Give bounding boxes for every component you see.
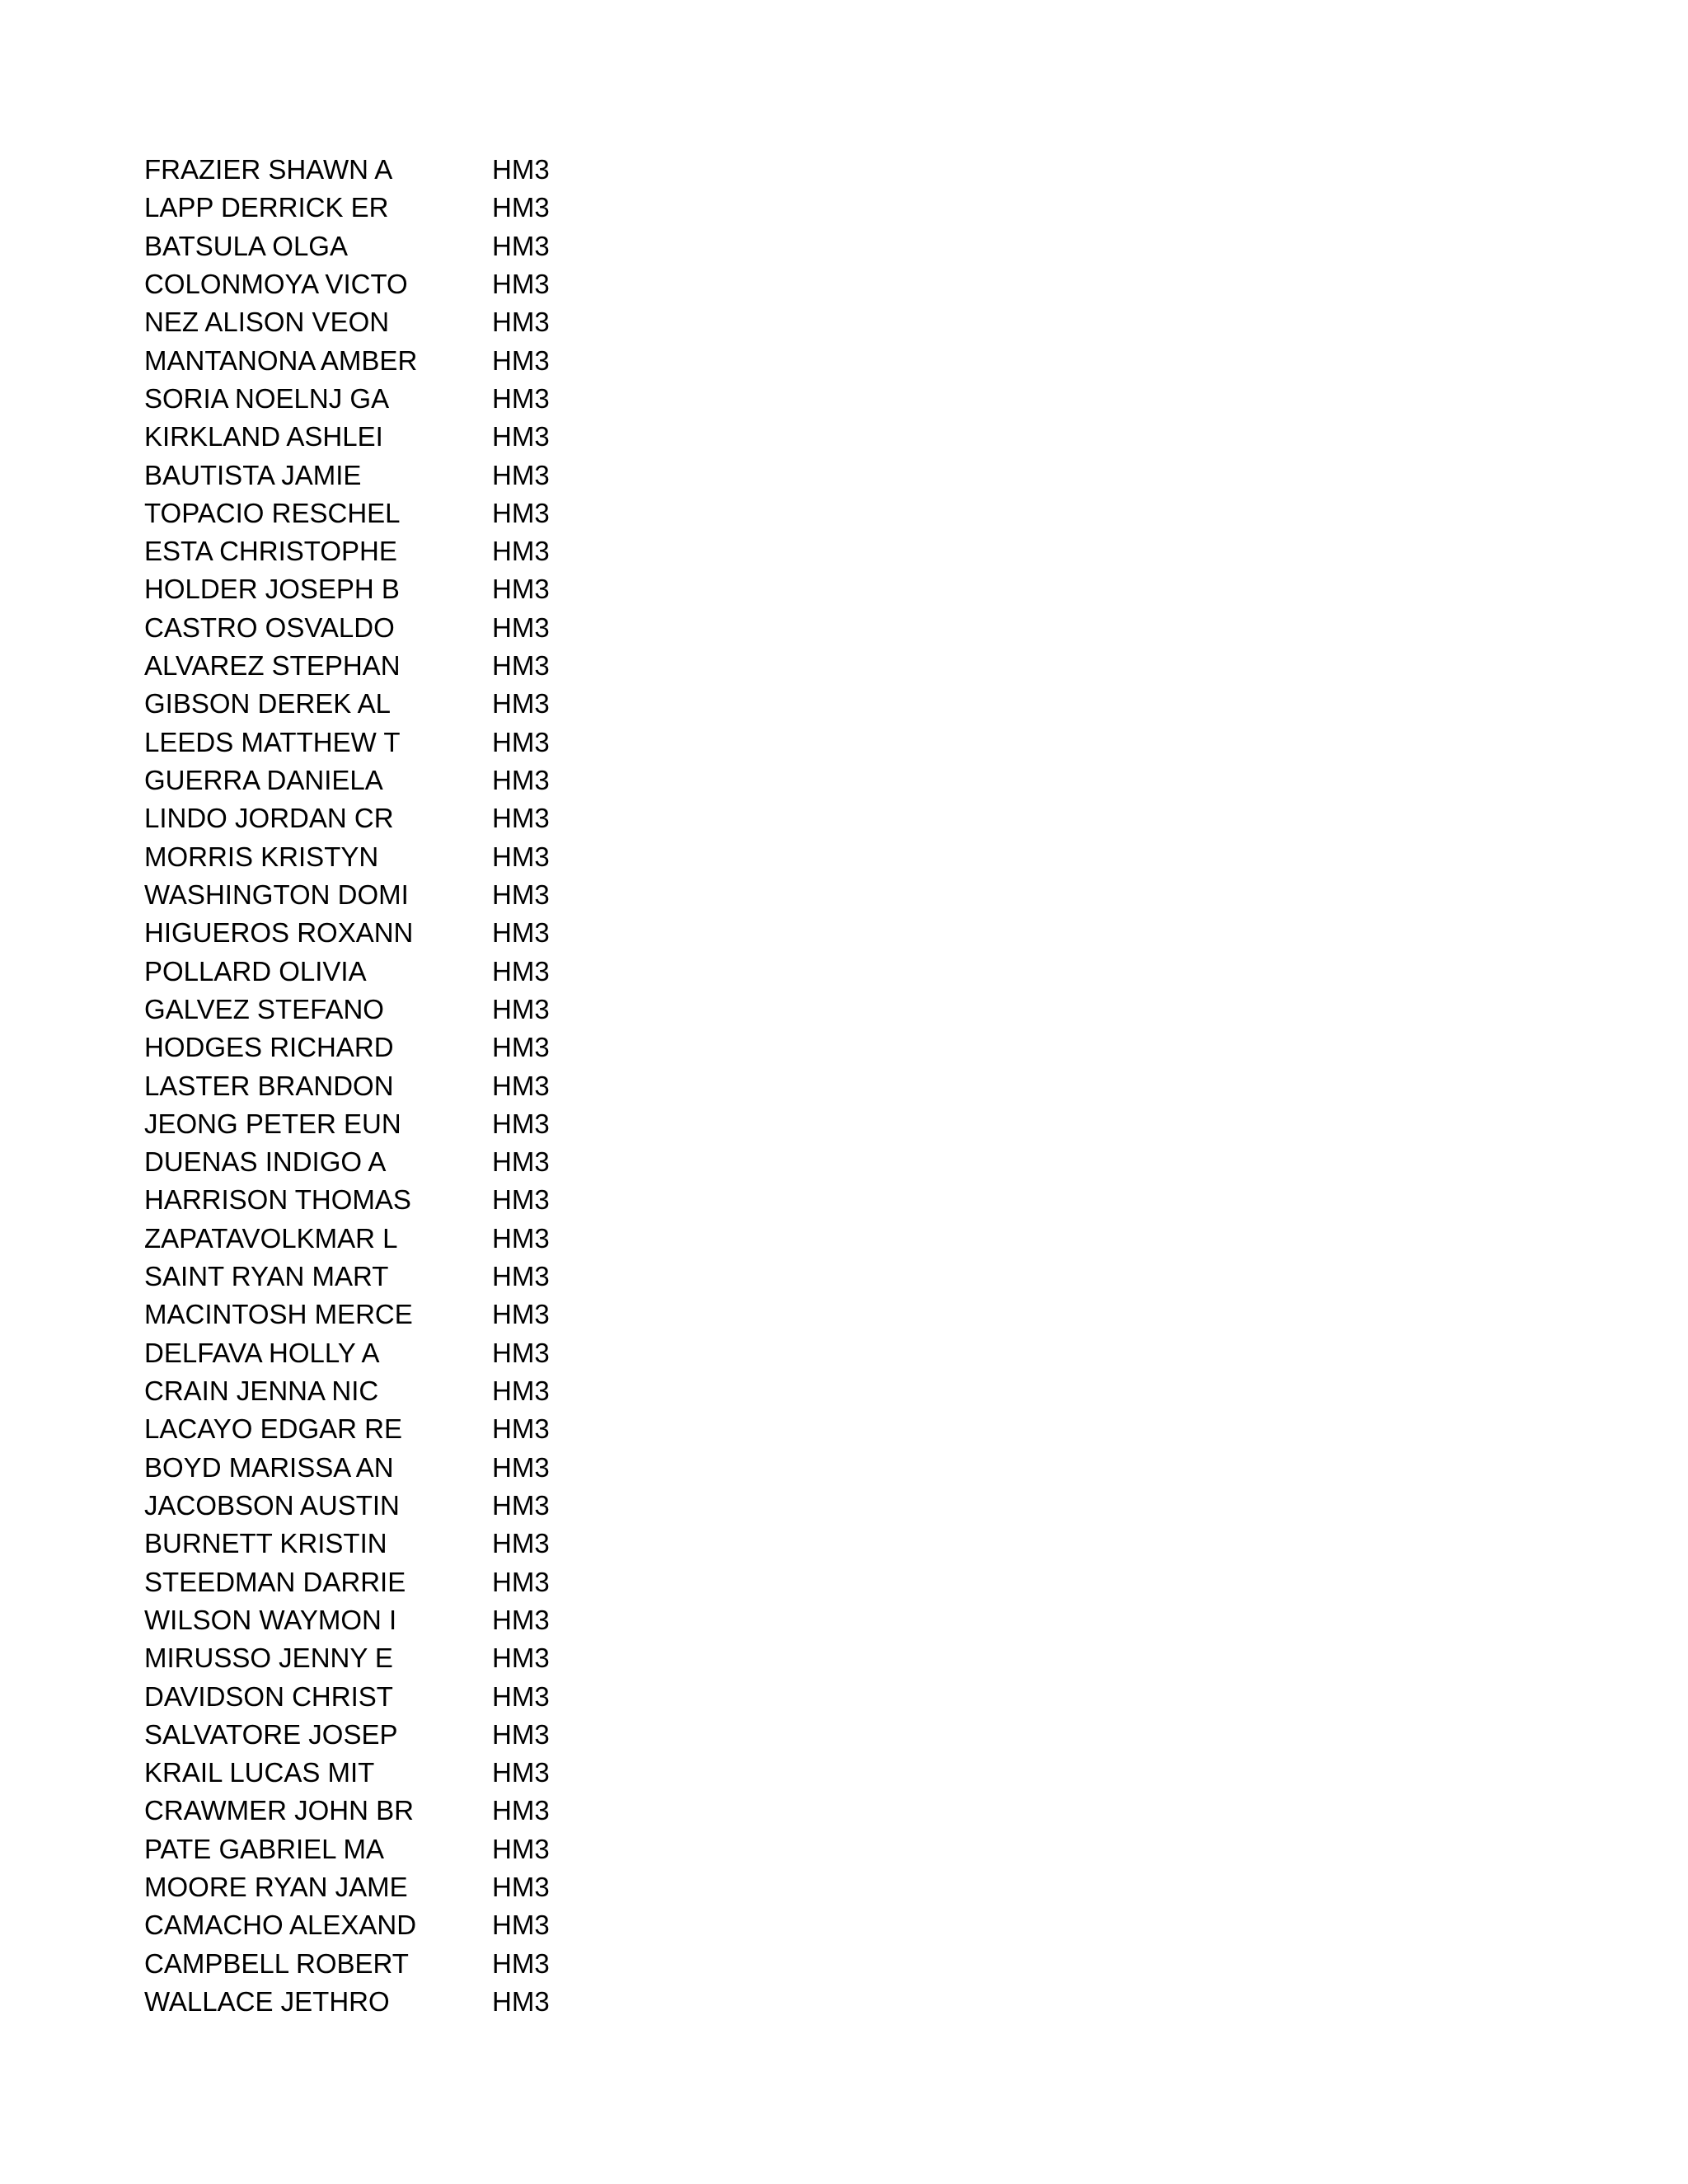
roster-row xyxy=(144,1029,639,1066)
roster-name: SAINT RYAN MART xyxy=(144,1261,389,1292)
roster-rate: HM3 xyxy=(492,1528,550,1559)
roster-name: HOLDER JOSEPH B xyxy=(144,574,400,605)
roster-rate: HM3 xyxy=(492,574,550,605)
roster-row xyxy=(144,151,639,189)
roster-rate: HM3 xyxy=(492,841,550,872)
roster-row xyxy=(144,265,639,303)
roster-rate: HM3 xyxy=(492,1299,550,1330)
roster-rate: HM3 xyxy=(492,803,550,834)
roster-name: FRAZIER SHAWN A xyxy=(144,154,393,185)
roster-rate: HM3 xyxy=(492,955,550,987)
roster-rate: HM3 xyxy=(492,1146,550,1178)
roster-name: LEEDS MATTHEW T xyxy=(144,726,401,757)
roster-row xyxy=(144,457,639,494)
roster-name: BOYD MARISSA AN xyxy=(144,1451,394,1483)
roster-rate: HM3 xyxy=(492,688,550,719)
roster-rate: HM3 xyxy=(492,268,550,299)
roster-row xyxy=(144,1143,639,1181)
roster-name: SALVATORE JOSEP xyxy=(144,1718,398,1750)
roster-name: ALVAREZ STEPHAN xyxy=(144,650,401,682)
roster-name: CAMACHO ALEXAND xyxy=(144,1910,417,1941)
roster-name: DAVIDSON CHRIST xyxy=(144,1680,393,1712)
roster-name: ZAPATAVOLKMAR L xyxy=(144,1222,398,1254)
roster-rate: HM3 xyxy=(492,1947,550,1979)
roster-name: KRAIL LUCAS MIT xyxy=(144,1757,375,1788)
roster-name: HODGES RICHARD xyxy=(144,1032,394,1063)
roster-rate: HM3 xyxy=(492,1184,550,1216)
roster-name: CASTRO OSVALDO xyxy=(144,612,395,643)
roster-row xyxy=(144,1372,639,1410)
roster-rate: HM3 xyxy=(492,1376,550,1406)
roster-row xyxy=(144,1678,639,1716)
roster-list xyxy=(144,151,639,2021)
roster-row xyxy=(144,1296,639,1333)
roster-name: JACOBSON AUSTIN xyxy=(144,1489,400,1521)
roster-row xyxy=(144,1906,639,1944)
roster-row xyxy=(144,494,639,532)
roster-rate: HM3 xyxy=(492,1872,550,1903)
roster-rate: HM3 xyxy=(492,1070,550,1101)
roster-name: KIRKLAND ASHLEI xyxy=(144,421,383,452)
roster-rate: HM3 xyxy=(492,536,550,567)
roster-rate: HM3 xyxy=(492,1566,550,1597)
roster-row xyxy=(144,724,639,762)
roster-name: WILSON WAYMON I xyxy=(144,1604,397,1635)
roster-name: DELFAVA HOLLY A xyxy=(144,1337,380,1368)
roster-name: MOORE RYAN JAME xyxy=(144,1872,408,1903)
roster-rate: HM3 xyxy=(492,382,550,414)
roster-row xyxy=(144,914,639,952)
roster-rate: HM3 xyxy=(492,879,550,910)
roster-row xyxy=(144,342,639,380)
roster-name: GUERRA DANIELA xyxy=(144,765,383,795)
roster-row xyxy=(144,609,639,647)
roster-rate: HM3 xyxy=(492,192,550,223)
roster-name: BURNETT KRISTIN xyxy=(144,1528,387,1559)
roster-name: SORIA NOELNJ GA xyxy=(144,382,390,414)
roster-rate: HM3 xyxy=(492,459,550,490)
roster-name: JEONG PETER EUN xyxy=(144,1108,401,1139)
roster-name: CRAWMER JOHN BR xyxy=(144,1795,414,1826)
roster-row xyxy=(144,1181,639,1219)
roster-rate: HM3 xyxy=(492,1986,550,2017)
roster-row xyxy=(144,1601,639,1639)
roster-name: POLLARD OLIVIA xyxy=(144,955,367,987)
roster-row xyxy=(144,570,639,608)
roster-row xyxy=(144,762,639,799)
roster-row xyxy=(144,1639,639,1677)
roster-row xyxy=(144,303,639,341)
roster-rate: HM3 xyxy=(492,1451,550,1483)
roster-name: STEEDMAN DARRIE xyxy=(144,1566,406,1597)
roster-rate: HM3 xyxy=(492,612,550,643)
roster-name: ESTA CHRISTOPHE xyxy=(144,536,397,567)
roster-rate: HM3 xyxy=(492,154,550,185)
roster-row xyxy=(144,953,639,991)
roster-rate: HM3 xyxy=(492,1337,550,1368)
roster-name: HIGUEROS ROXANN xyxy=(144,917,414,949)
roster-row xyxy=(144,1525,639,1563)
roster-rate: HM3 xyxy=(492,1795,550,1826)
roster-name: NEZ ALISON VEON xyxy=(144,307,390,338)
roster-name: MANTANONA AMBER xyxy=(144,344,418,376)
roster-rate: HM3 xyxy=(492,1910,550,1941)
roster-rate: HM3 xyxy=(492,307,550,338)
roster-row xyxy=(144,1105,639,1143)
roster-name: PATE GABRIEL MA xyxy=(144,1833,384,1864)
roster-name: TOPACIO RESCHEL xyxy=(144,497,401,528)
roster-row xyxy=(144,1563,639,1601)
roster-name: DUENAS INDIGO A xyxy=(144,1146,387,1178)
roster-rate: HM3 xyxy=(492,1032,550,1063)
roster-row xyxy=(144,1868,639,1906)
roster-rate: HM3 xyxy=(492,421,550,452)
roster-rate: HM3 xyxy=(492,1108,550,1139)
roster-name: COLONMOYA VICTO xyxy=(144,268,408,299)
roster-row xyxy=(144,1945,639,1983)
roster-row xyxy=(144,189,639,227)
roster-name: BATSULA OLGA xyxy=(144,230,348,261)
roster-row xyxy=(144,1334,639,1372)
roster-name: MORRIS KRISTYN xyxy=(144,841,379,872)
roster-name: HARRISON THOMAS xyxy=(144,1184,411,1216)
roster-row xyxy=(144,1792,639,1830)
roster-row xyxy=(144,1449,639,1487)
roster-row xyxy=(144,1754,639,1792)
roster-row xyxy=(144,1716,639,1754)
roster-rate: HM3 xyxy=(492,1718,550,1750)
roster-row xyxy=(144,991,639,1029)
roster-row xyxy=(144,647,639,685)
roster-row xyxy=(144,227,639,265)
roster-name: LINDO JORDAN CR xyxy=(144,803,394,834)
roster-rate: HM3 xyxy=(492,726,550,757)
roster-row xyxy=(144,838,639,876)
roster-name: CRAIN JENNA NIC xyxy=(144,1376,379,1406)
roster-rate: HM3 xyxy=(492,497,550,528)
roster-name: LAPP DERRICK ER xyxy=(144,192,389,223)
roster-name: MACINTOSH MERCE xyxy=(144,1299,413,1330)
roster-row xyxy=(144,1487,639,1525)
roster-row xyxy=(144,876,639,914)
roster-row xyxy=(144,1258,639,1296)
roster-row xyxy=(144,532,639,570)
roster-name: WASHINGTON DOMI xyxy=(144,879,409,910)
roster-rate: HM3 xyxy=(492,650,550,682)
roster-rate: HM3 xyxy=(492,1680,550,1712)
roster-rate: HM3 xyxy=(492,344,550,376)
roster-rate: HM3 xyxy=(492,1222,550,1254)
roster-row xyxy=(144,1220,639,1258)
roster-rate: HM3 xyxy=(492,1604,550,1635)
roster-row xyxy=(144,418,639,456)
roster-rate: HM3 xyxy=(492,1413,550,1445)
roster-rate: HM3 xyxy=(492,1489,550,1521)
roster-row xyxy=(144,685,639,723)
roster-rate: HM3 xyxy=(492,917,550,949)
roster-row xyxy=(144,1067,639,1105)
roster-row xyxy=(144,380,639,418)
roster-name: LACAYO EDGAR RE xyxy=(144,1413,402,1445)
roster-name: GIBSON DEREK AL xyxy=(144,688,391,719)
roster-name: BAUTISTA JAMIE xyxy=(144,459,362,490)
roster-name: GALVEZ STEFANO xyxy=(144,993,384,1024)
roster-row xyxy=(144,1830,639,1868)
roster-rate: HM3 xyxy=(492,1833,550,1864)
roster-rate: HM3 xyxy=(492,765,550,795)
roster-rate: HM3 xyxy=(492,1643,550,1674)
roster-rate: HM3 xyxy=(492,1757,550,1788)
roster-row xyxy=(144,1983,639,2021)
roster-name: LASTER BRANDON xyxy=(144,1070,394,1101)
roster-name: WALLACE JETHRO xyxy=(144,1986,390,2017)
roster-name: CAMPBELL ROBERT xyxy=(144,1947,409,1979)
roster-rate: HM3 xyxy=(492,1261,550,1292)
roster-row xyxy=(144,799,639,837)
roster-row xyxy=(144,1410,639,1448)
roster-rate: HM3 xyxy=(492,230,550,261)
roster-rate: HM3 xyxy=(492,993,550,1024)
roster-name: MIRUSSO JENNY E xyxy=(144,1643,393,1674)
